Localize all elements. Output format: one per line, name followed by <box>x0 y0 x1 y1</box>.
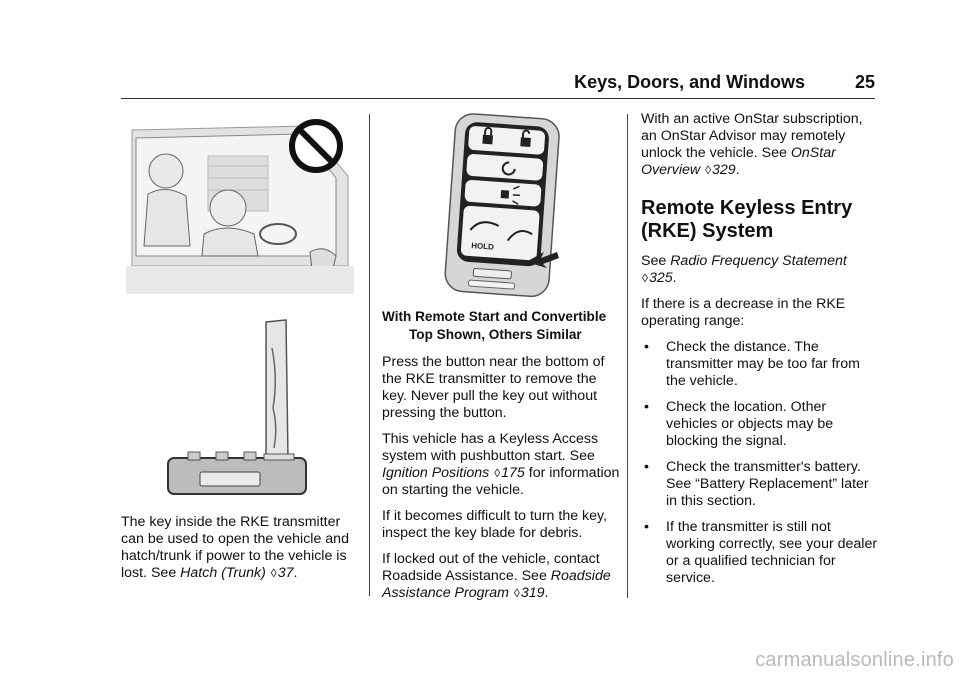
page-number: 25 <box>854 72 875 92</box>
xref-roadside-assistance[interactable]: Roadside Assistance Program <box>382 568 611 601</box>
page-header <box>121 72 875 99</box>
list-item: • Check the transmitter's battery. See “Battery Replacement” later in this section. <box>644 459 869 509</box>
xref-ignition-positions[interactable]: Ignition Positions <box>382 465 490 481</box>
xref-icon: ◊ <box>705 163 712 177</box>
xref-icon: ◊ <box>270 566 277 580</box>
xref-icon: ◊ <box>513 586 520 600</box>
key-fob-illustration <box>420 112 580 302</box>
children-in-vehicle-illustration <box>126 116 354 294</box>
xref-hatch-trunk[interactable]: Hatch (Trunk) <box>180 565 266 581</box>
key-paragraph: The key inside the RKE transmitter can be used to open the vehicle and hatch/trunk if power to the vehicle is lost. See Hatch (Trunk) ◊37. <box>121 514 349 581</box>
range-decrease-paragraph: If there is a decrease in the RKE operating range: <box>641 296 846 329</box>
list-item: • Check the location. Other vehicles or objects may be blocking the signal. <box>644 399 834 449</box>
watermark: carmanualsonline.info <box>755 649 954 671</box>
keyless-access-paragraph: This vehicle has a Keyless Access system with pushbutton start. See Ignition Positions ◊175 for information on starting the vehicle. <box>382 431 620 498</box>
key-debris-paragraph: If it becomes difficult to turn the key, inspect the key blade for debris. <box>382 508 608 541</box>
key-blade-illustration <box>160 318 310 500</box>
remove-key-paragraph: Press the button near the bottom of the RKE transmitter to remove the key. Never pull the key out without pressing the button. <box>382 354 605 421</box>
header-title: Keys, Doors, and Windows <box>574 72 805 92</box>
list-item: • Check the distance. The transmitter may be too far from the vehicle. <box>644 339 860 389</box>
locked-out-paragraph: If locked out of the vehicle, contact Roadside Assistance. See Roadside Assistance Program ◊319. <box>382 551 611 601</box>
radio-frequency-paragraph: See Radio Frequency Statement ◊325. <box>641 253 847 286</box>
onstar-paragraph: With an active OnStar subscription, an OnStar Advisor may remotely unlock the vehicle. See OnStar Overview ◊329. <box>641 111 863 178</box>
column-2 <box>382 308 622 611</box>
column-3 <box>641 111 879 596</box>
xref-radio-frequency[interactable]: Radio Frequency Statement <box>670 253 847 269</box>
xref-onstar-overview[interactable]: OnStar Overview <box>641 145 836 178</box>
column-divider-left <box>369 114 370 596</box>
xref-icon: ◊ <box>642 271 648 285</box>
figure-caption-line2: Top Shown, Others Similar <box>409 327 582 342</box>
xref-icon: ◊ <box>494 466 501 480</box>
column-divider-right <box>627 114 628 598</box>
troubleshooting-list <box>641 339 879 587</box>
column-1 <box>121 514 361 591</box>
list-item: • If the transmitter is still not working correctly, see your dealer or a qualified technician for service. <box>644 519 878 586</box>
figure-caption-line1: With Remote Start and Convertible <box>382 309 607 324</box>
section-heading: Remote Keyless Entry (RKE) System <box>641 197 853 242</box>
hold-label: HOLD <box>470 241 495 252</box>
